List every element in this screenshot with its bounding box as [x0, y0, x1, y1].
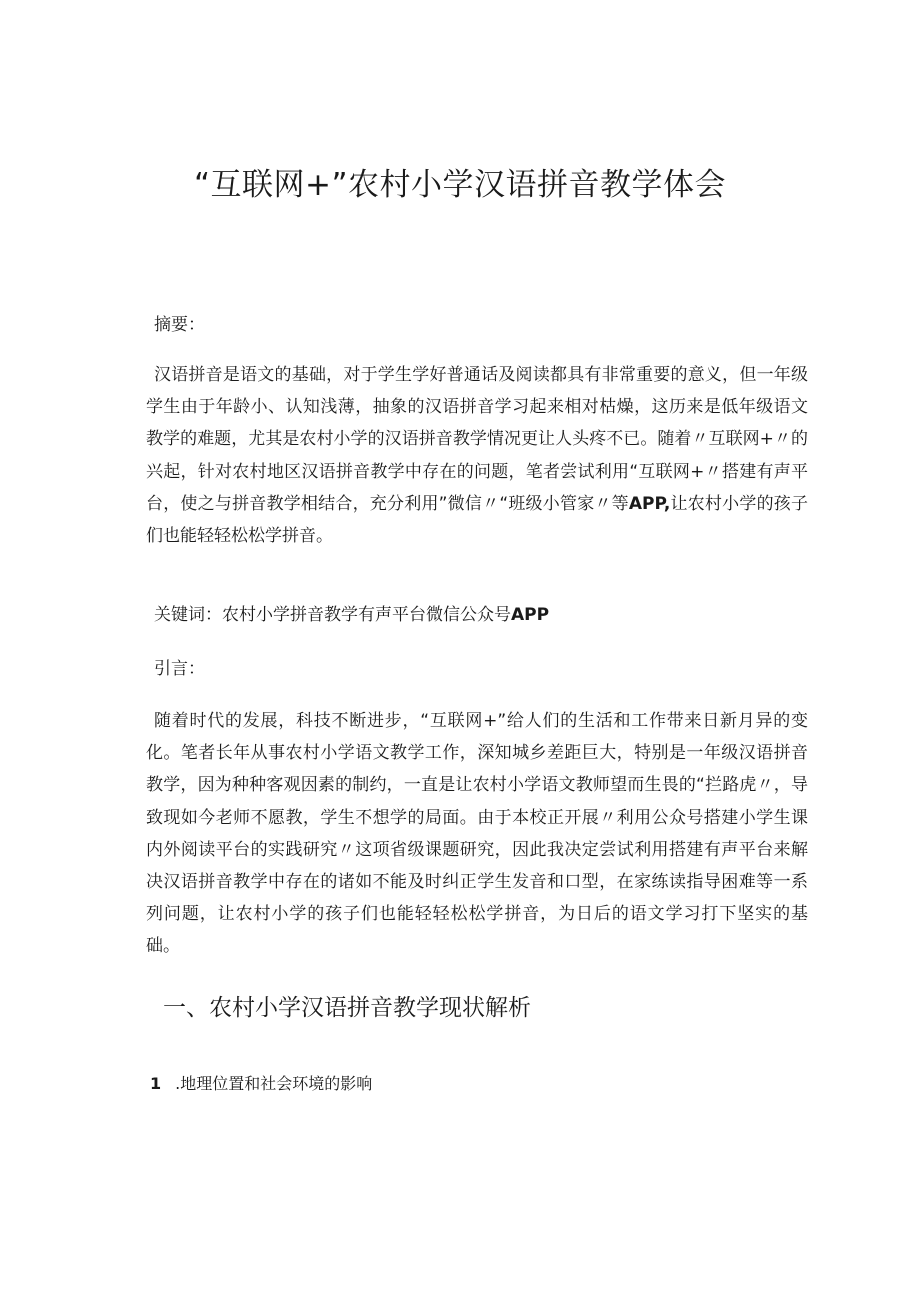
document-title: “互联网+”农村小学汉语拼音教学体会 — [193, 167, 727, 203]
keywords-app: APP — [511, 605, 550, 625]
abstract-label: 摘要： — [154, 315, 205, 335]
subsection-heading — [150, 1071, 372, 1097]
section-heading: 一、农村小学汉语拼音教学现状解析 — [163, 995, 531, 1021]
intro-label: 引言： — [154, 659, 205, 679]
abstract-app: APP, — [628, 493, 671, 514]
abstract-text: 汉语拼音是语文的基础，对于学生学好普通话及阅读都具有非常重要的意义，但一年级学生由于年龄小、认知浅薄，抽象的汉语拼音学习起来相对枯燥，这历来是低年级语文教学的难题，尤其是农村小学的汉语拼音教学情况更让人头疼不已。随着〃互联网+〃的兴起，针对农村地区汉语拼音教学中存在的问题，笔者尝试利用“互联网+〃搭建有声平台，使之与拼音教学相结合，充分利用”微信〃“班级小管家〃等 — [146, 365, 808, 514]
intro-paragraph: 随着时代的发展，科技不断进步，“互联网+”给人们的生活和工作带来日新月异的变化。笔者长年从事农村小学语文教学工作，深知城乡差距巨大，特别是一年级汉语拼音教学，因为种种客观因素的制约，一直是让农村小学语文教师望而生畏的“拦路虎〃，导致现如今老师不愿教，学生不想学的局面。由于本校正开展〃利用公众号搭建小学生课内外阅读平台的实践研究〃这项省级课题研究，因此我决定尝试利用搭建有声平台来解决汉语拼音教学中存在的诸如不能及时纠正学生发音和口型，在家练读指导困难等一系列问题，让农村小学的孩子们也能轻轻松松学拼音，为日后的语文学习打下坚实的基础。 — [146, 711, 808, 957]
keywords-label: 关键词： — [154, 605, 222, 625]
keywords-text: 农村小学拼音教学有声平台微信公众号 — [222, 605, 511, 625]
keywords-line — [154, 601, 549, 629]
abstract-paragraph — [146, 359, 808, 552]
abstract-tail: 让农村小学的孩子们也能轻轻松松学拼音。 — [146, 493, 809, 547]
subsection-title: .地理位置和社会环境的影响 — [175, 1074, 373, 1093]
subsection-number: 1 — [150, 1074, 162, 1093]
